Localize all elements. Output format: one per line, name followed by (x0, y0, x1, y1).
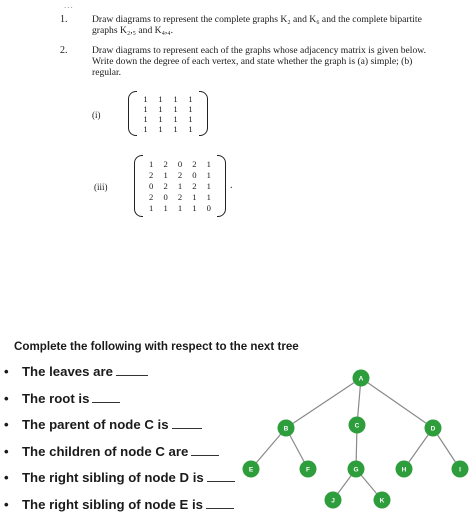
matrix-cell: 2 (144, 192, 158, 203)
tree-node-label-D: D (431, 425, 436, 432)
tree-node-label-F: F (306, 466, 310, 473)
item-text: The root is (22, 391, 89, 406)
item-text: The parent of node C is (22, 417, 169, 432)
matrix-cell: 1 (173, 181, 187, 192)
bullet-icon: • (4, 364, 9, 379)
matrix-i-label: (i) (92, 110, 101, 120)
matrix-cell: 1 (183, 114, 198, 124)
item-text: The leaves are (22, 364, 113, 379)
matrix-cell: 1 (153, 124, 168, 134)
matrix-cell: 1 (202, 192, 216, 203)
matrix-iii-label: (iii) (94, 182, 108, 192)
tree-node-label-K: K (380, 497, 385, 504)
matrix-cell: 0 (144, 181, 158, 192)
matrix-cell: 1 (144, 203, 158, 214)
matrix-cell: 1 (138, 124, 153, 134)
matrix-cell: 1 (173, 203, 187, 214)
matrix-cell: 1 (158, 203, 172, 214)
matrix-cell: 1 (158, 170, 172, 181)
tree-node-label-C: C (355, 422, 360, 429)
bullet-icon: • (4, 444, 9, 459)
matrix-cell: 1 (183, 124, 198, 134)
tree-node-label-G: G (353, 466, 358, 473)
matrix-cell: 1 (202, 170, 216, 181)
matrix-cell: 0 (158, 192, 172, 203)
question-2-number: 2. (60, 45, 68, 56)
matrix-cell: 1 (187, 203, 201, 214)
tree-section-heading: Complete the following with respect to the next tree (14, 340, 299, 353)
question-1-text: Draw diagrams to represent the complete graphs K₂ and K₆ and the complete bipartite graphs K₂,₅ and K₄,₄. (92, 14, 438, 36)
matrix-cell: 1 (183, 104, 198, 114)
matrix-cell: 2 (158, 181, 172, 192)
matrix-cell: 2 (144, 170, 158, 181)
matrix-cell: 1 (153, 94, 168, 104)
tree-node-label-H: H (402, 466, 407, 473)
item-text: The children of node C are (22, 444, 188, 459)
matrix-cell: 1 (202, 159, 216, 170)
item-text: The right sibling of node E is (22, 497, 203, 512)
item-text: The right sibling of node D is (22, 470, 204, 485)
tree-node-label-I: I (459, 466, 461, 473)
matrix-cell: 1 (153, 104, 168, 114)
matrix-cell: 1 (138, 114, 153, 124)
matrix-cell: 2 (173, 170, 187, 181)
matrix-cell: 1 (187, 192, 201, 203)
matrix-cell: 0 (187, 170, 201, 181)
bullet-icon: • (4, 470, 9, 485)
matrix-cell: 2 (187, 159, 201, 170)
matrix-cell: 1 (202, 181, 216, 192)
tree-node-label-A: A (359, 375, 364, 382)
bullet-icon: • (4, 497, 9, 512)
matrix-cell: 1 (144, 159, 158, 170)
matrix-cell: 1 (168, 114, 183, 124)
tree-node-label-B: B (284, 425, 289, 432)
matrix-cell: 0 (202, 203, 216, 214)
question-1-number: 1. (60, 14, 68, 25)
tree-node-label-J: J (331, 497, 335, 504)
matrix-cell: 1 (138, 94, 153, 104)
question-2-text: Draw diagrams to represent each of the graphs whose adjacency matrix is given below. Write down the degree of each vertex, and state whether the graph is (a) simple; (b) regular. (92, 45, 438, 78)
matrix-iii-period: . (230, 180, 233, 191)
matrix-cell: 1 (168, 94, 183, 104)
matrix-cell: 2 (173, 192, 187, 203)
matrix-cell: 1 (138, 104, 153, 114)
matrix-cell: 1 (153, 114, 168, 124)
matrix-cell: 2 (158, 159, 172, 170)
bullet-icon: • (4, 391, 9, 406)
top-mark: ... (64, 0, 74, 10)
tree-edge-A-B (286, 378, 361, 428)
tree-node-label-E: E (249, 466, 254, 473)
matrix-cell: 0 (173, 159, 187, 170)
tree-edge-A-D (361, 378, 433, 428)
matrix-cell: 1 (168, 124, 183, 134)
matrix-cell: 1 (168, 104, 183, 114)
bullet-icon: • (4, 417, 9, 432)
matrix-cell: 1 (183, 94, 198, 104)
matrix-cell: 2 (187, 181, 201, 192)
